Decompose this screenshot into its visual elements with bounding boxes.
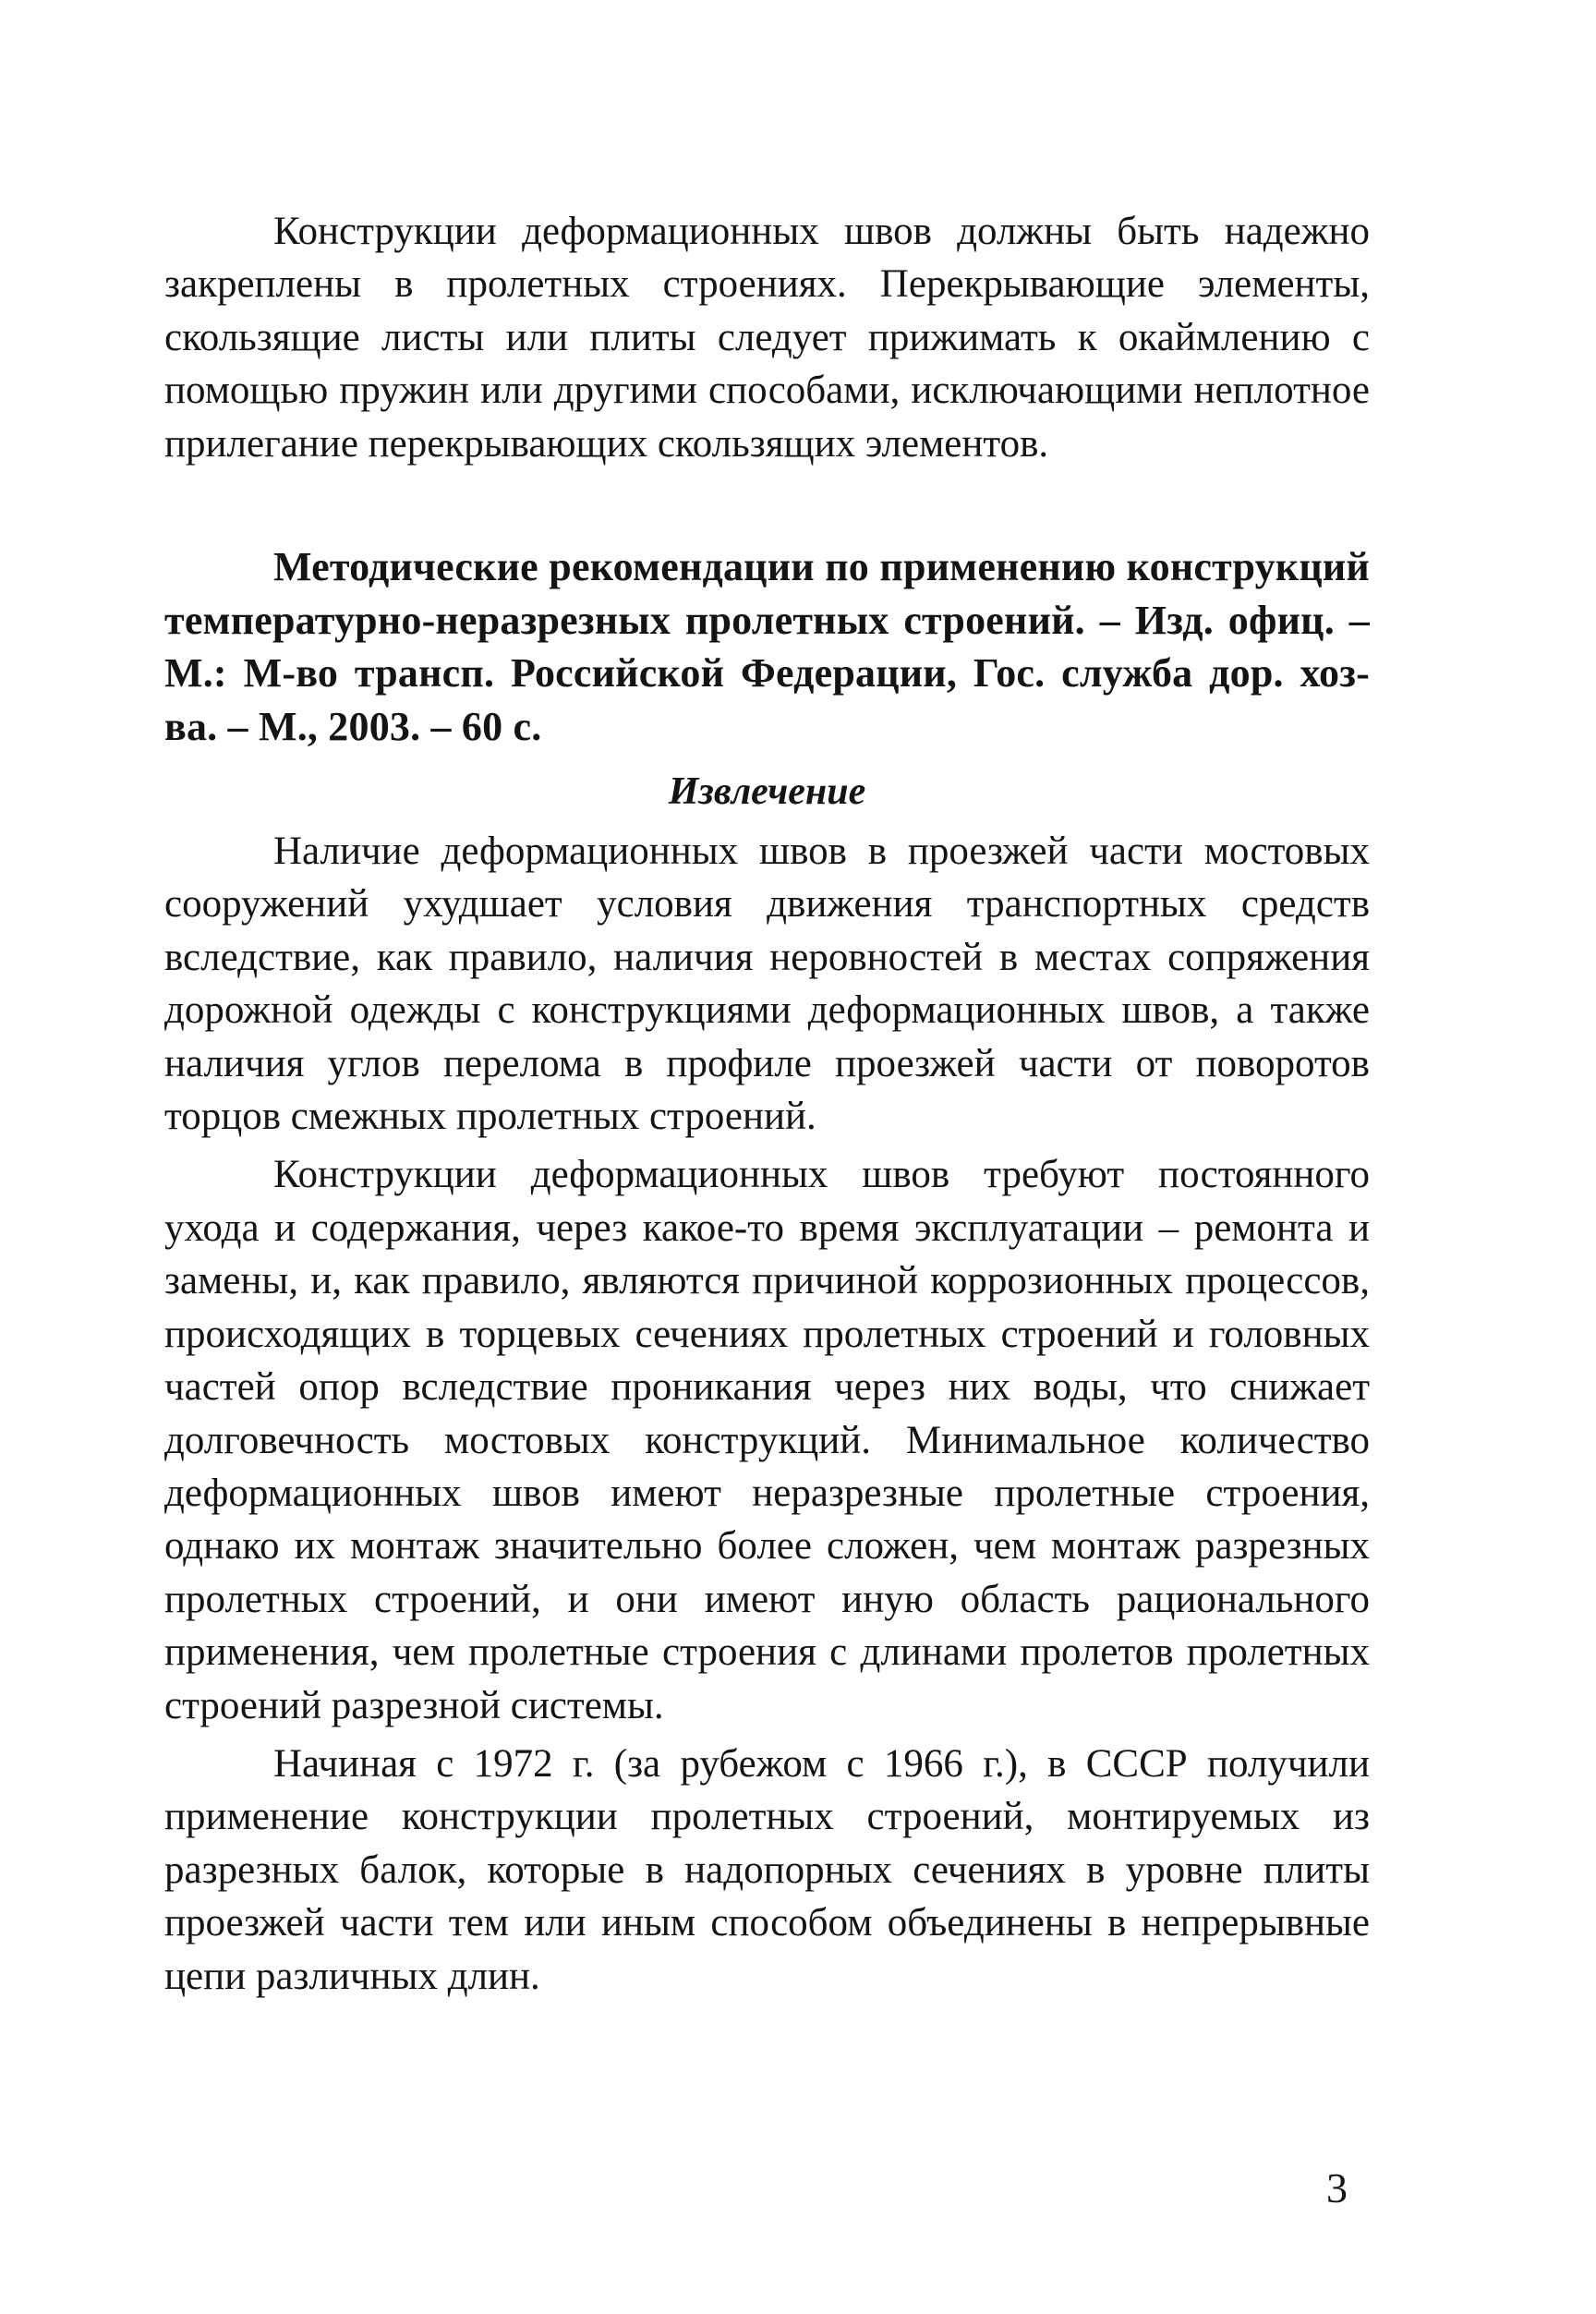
body-paragraph-3: Начиная с 1972 г. (за рубежом с 1966 г.), в СССР получили применение конструкции пролетных строений, монтируемых из разрезных балок, которые в надопорных сечениях в уровне плиты проезжей части тем или иным способом объединены в непрерывные цепи различных длин. (164, 1741, 1370, 1998)
body-paragraph-1: Наличие деформационных швов в проезжей части мостовых сооружений ухудшает условия движения транспортных средств вследствие, как правило, наличия неровностей в местах сопряжения дорожной одежды с конструкциями деформационных швов, а также наличия углов перелома в профиле проезжей части от поворотов торцов смежных пролетных строений. (164, 830, 1370, 1139)
page-number: 3 (1326, 2164, 1348, 2211)
body-paragraph-2: Конструкции деформационных швов требуют постоянного ухода и содержания, через какое-то время эксплуатации – ремонта и замены, и, как правило, являются причиной коррозионных процессов, происходящих в торцевых сечениях пролетных строений и головных частей опор вследствие проникания через них воды, что снижает долговечность мостовых конструкций. Минимальное количество деформационных швов имеют неразрезные пролетные строения, однако их монтаж значительно более сложен, чем монтаж разрезных пролетных строений, и они имеют иную область рационального применения, чем пролетные строения с длинами пролетов пролетных строений разрезной системы. (164, 1153, 1370, 1727)
bibliographic-reference: Методические рекомендации по применению конструкций температурно-неразрезных пролетных строений. – Изд. офиц. – М.: М-во трансп. Российской Федерации, Гос. служба дор. хоз-ва. – М., 2003. – 60 с. (164, 544, 1370, 749)
section-heading: Извлечение (668, 770, 866, 814)
intro-paragraph: Конструкции деформационных швов должны быть надежно закреплены в пролетных строениях. Перекрывающие элементы, скользящие листы или плиты следует прижимать к окаймлению с помощью пружин или другими способами, исключающими неплотное прилегание перекрывающих скользящих элементов. (164, 210, 1370, 466)
page-content (164, 205, 1370, 2003)
